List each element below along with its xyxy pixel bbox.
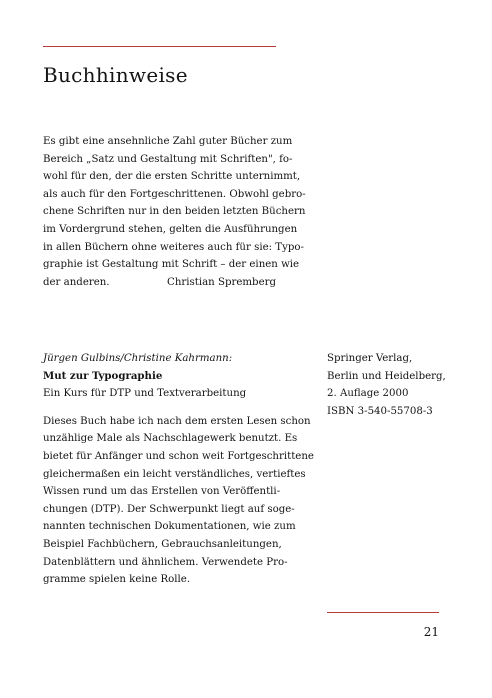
intro-line: in allen Büchern ohne weiteres auch für sie: Typo- <box>43 241 304 253</box>
page-number: 21 <box>423 625 439 639</box>
review-line: bietet für Anfänger und schon weit Fortgeschrittene <box>43 450 314 462</box>
intro-last-text: der anderen. <box>43 276 110 288</box>
book-subtitle: Ein Kurs für DTP und Textverarbeitung <box>43 388 247 400</box>
page-heading: Buchhinweise <box>43 63 188 87</box>
author-signature: Christian Spremberg <box>167 276 276 288</box>
edition: 2. Auflage 2000 <box>327 388 409 400</box>
book-entry <box>43 350 314 589</box>
review-line: unzählige Male als Nachschlagewerk benutzt. Es <box>43 433 298 445</box>
intro-line: chene Schriften nur in den beiden letzten Büchern <box>43 206 306 218</box>
intro-line: Es gibt eine ansehnliche Zahl guter Bücher zum <box>43 136 293 147</box>
review-line: Beispiel Fachbüchern, Gebrauchsanleitungen, <box>43 538 282 550</box>
isbn: ISBN 3-540-55708-3 <box>327 405 433 417</box>
publication-place: Berlin und Heidelberg, <box>327 370 446 382</box>
publication-info <box>327 350 457 420</box>
intro-line: graphie ist Gestaltung mit Schrift – der einen wie <box>43 259 300 271</box>
review-line: gleichermaßen ein leicht verständliches, vertieftes <box>43 468 306 480</box>
review-line: Wissen rund um das Erstellen von Veröffentli- <box>43 486 281 498</box>
intro-line: wohl für den, der die ersten Schritte unternimmt, <box>43 171 301 183</box>
review-line: chungen (DTP). Der Schwerpunkt liegt auf soge- <box>43 503 295 515</box>
review-line: Dieses Buch habe ich nach dem ersten Lesen schon <box>43 415 311 427</box>
book-title: Mut zur Typographie <box>43 369 163 382</box>
intro-line: als auch für den Fortgeschrittenen. Obwohl gebro- <box>43 188 306 200</box>
review-last-line: gramme spielen keine Rolle. <box>43 574 191 586</box>
intro-line: Bereich „Satz und Gestaltung mit Schriften", fo- <box>43 153 293 165</box>
intro-line: im Vordergrund stehen, gelten die Ausführungen <box>43 223 298 235</box>
review-line: nannten technischen Dokumentationen, wie zum <box>43 521 296 533</box>
intro-final-line <box>43 274 276 292</box>
top-rule <box>43 46 276 47</box>
publisher: Springer Verlag, <box>327 353 413 364</box>
book-review <box>43 413 314 589</box>
review-line: Datenblättern und ähnlichem. Verwendete Pro- <box>43 556 288 568</box>
intro-paragraph <box>43 133 306 291</box>
footer-rule <box>327 612 439 613</box>
book-authors: Jürgen Gulbins/Christine Kahrmann: <box>43 353 233 364</box>
